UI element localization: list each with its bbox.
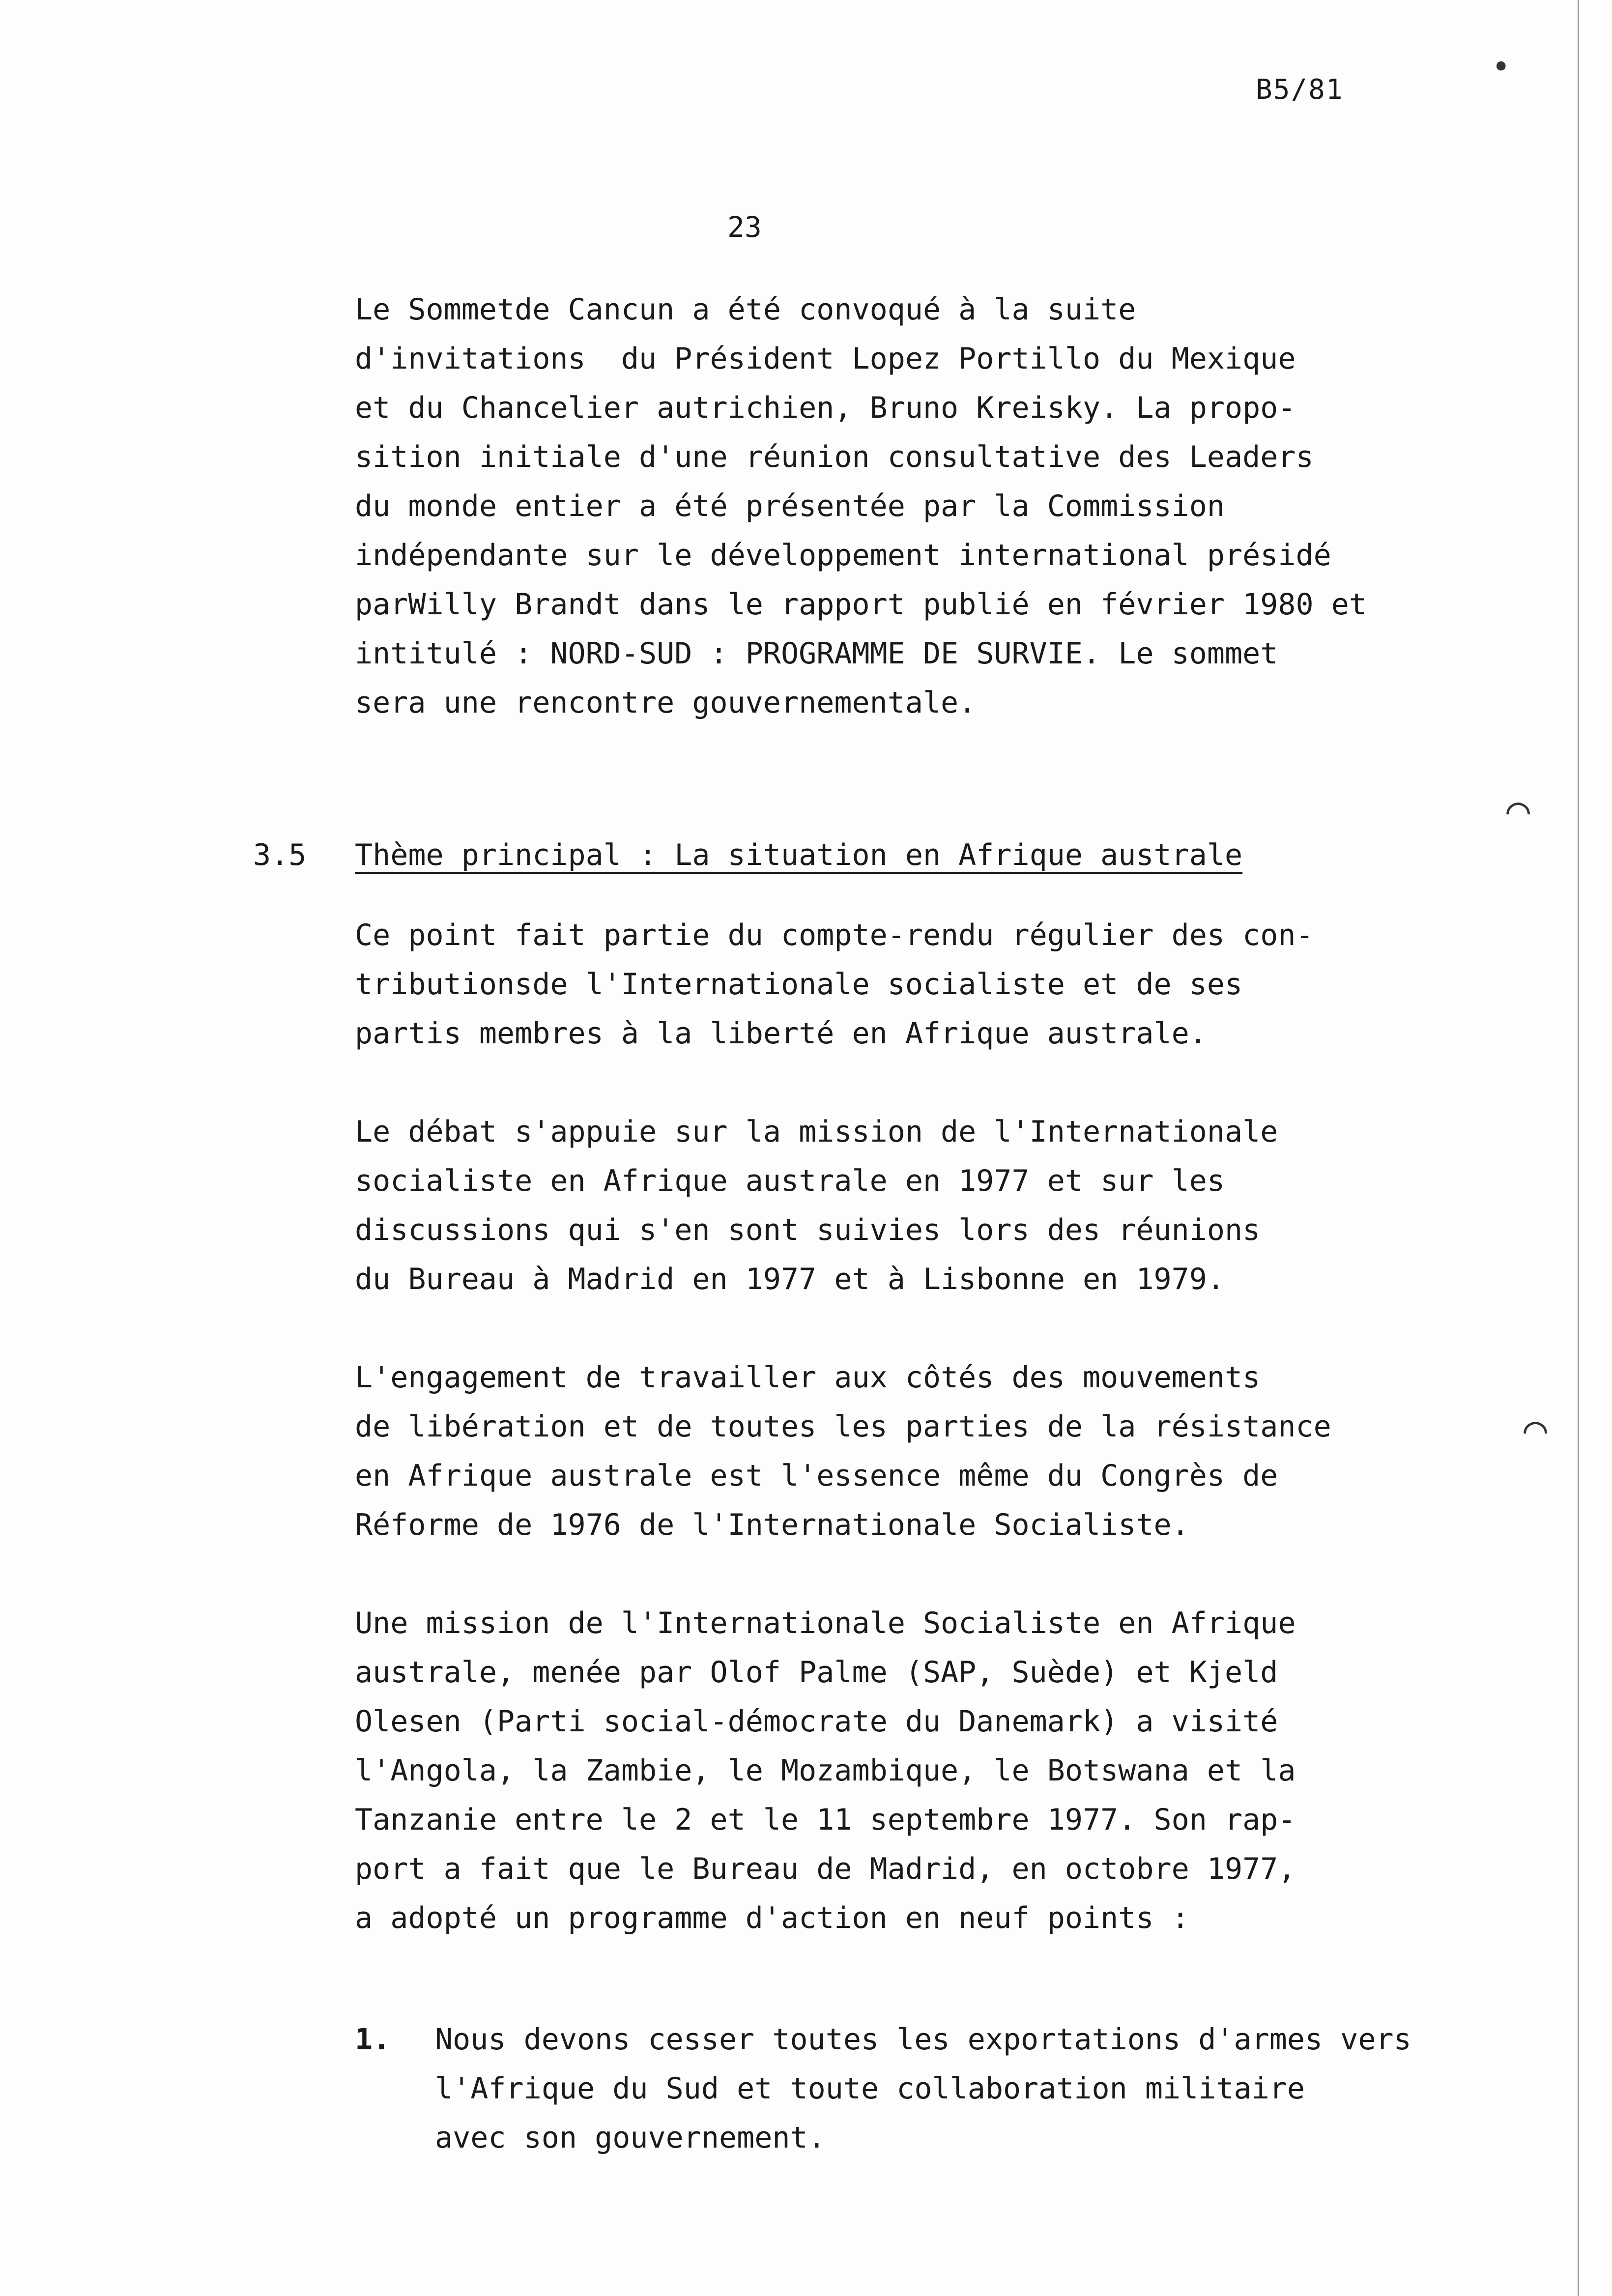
text-line: et du Chancelier autrichien, Bruno Kreisky. La propo- bbox=[355, 391, 1296, 425]
text-line: L'engagement de travailler aux côtés des mouvements bbox=[355, 1360, 1261, 1395]
text-line: de libération et de toutes les parties de la résistance bbox=[355, 1409, 1331, 1444]
binder-hole-mark: ⌒ bbox=[1524, 1406, 1548, 1451]
text-line: port a fait que le Bureau de Madrid, en octobre 1977, bbox=[355, 1852, 1296, 1886]
text-line: Le débat s'appuie sur la mission de l'Internationale bbox=[355, 1115, 1278, 1149]
binder-hole-mark: ⌒ bbox=[1506, 786, 1530, 832]
document-reference: B5/81 bbox=[1256, 74, 1344, 106]
text-line: discussions qui s'en sont suivies lors des réunions bbox=[355, 1213, 1261, 1247]
text-line: indépendante sur le développement international présidé bbox=[355, 538, 1331, 573]
intro-paragraph bbox=[355, 285, 1534, 727]
list-item-number: 1. bbox=[355, 2022, 391, 2057]
paragraph bbox=[355, 1107, 1534, 1304]
text-line: Ce point fait partie du compte-rendu régulier des con- bbox=[355, 918, 1314, 952]
text-line: intitulé : NORD-SUD : PROGRAMME DE SURVIE. Le sommet bbox=[355, 636, 1278, 671]
page-number: 23 bbox=[727, 210, 762, 244]
text-line: l'Angola, la Zambie, le Mozambique, le Botswana et la bbox=[355, 1753, 1296, 1788]
list-item bbox=[435, 2015, 1411, 2162]
text-line: d'invitations du Président Lopez Portillo du Mexique bbox=[355, 342, 1296, 376]
text-line: Olesen (Parti social-démocrate du Danemark) a visité bbox=[355, 1704, 1278, 1739]
text-line: du monde entier a été présentée par la Commission bbox=[355, 489, 1225, 523]
text-line: Réforme de 1976 de l'Internationale Socialiste. bbox=[355, 1508, 1189, 1542]
paragraph bbox=[355, 1599, 1534, 1943]
text-line: sera une rencontre gouvernementale. bbox=[355, 686, 977, 720]
text-line: en Afrique australe est l'essence même du Congrès de bbox=[355, 1459, 1278, 1493]
text-line: avec son gouvernement. bbox=[435, 2121, 826, 2155]
text-line: tributionsde l'Internationale socialiste et de ses bbox=[355, 967, 1243, 1002]
ink-mark: • bbox=[1492, 49, 1511, 86]
text-line: a adopté un programme d'action en neuf points : bbox=[355, 1901, 1189, 1935]
text-line: Une mission de l'Internationale Socialiste en Afrique bbox=[355, 1606, 1296, 1640]
text-line: Tanzanie entre le 2 et le 11 septembre 1977. Son rap- bbox=[355, 1803, 1296, 1837]
text-line: australe, menée par Olof Palme (SAP, Suède) et Kjeld bbox=[355, 1655, 1278, 1690]
paragraph bbox=[355, 911, 1534, 1058]
text-line: socialiste en Afrique australe en 1977 et sur les bbox=[355, 1164, 1225, 1198]
text-line: sition initiale d'une réunion consultative des Leaders bbox=[355, 440, 1314, 474]
text-line: partis membres à la liberté en Afrique australe. bbox=[355, 1016, 1207, 1051]
text-line: l'Afrique du Sud et toute collaboration militaire bbox=[435, 2071, 1305, 2106]
text-line: parWilly Brandt dans le rapport publié en février 1980 et bbox=[355, 587, 1367, 622]
paragraph bbox=[355, 1353, 1534, 1550]
text-line: Nous devons cesser toutes les exportations d'armes vers bbox=[435, 2022, 1411, 2057]
section-number: 3.5 bbox=[253, 838, 307, 872]
page-edge-line bbox=[1578, 0, 1579, 2296]
section-title: Thème principal : La situation en Afrique australe bbox=[355, 838, 1243, 872]
text-line: du Bureau à Madrid en 1977 et à Lisbonne en 1979. bbox=[355, 1262, 1225, 1296]
text-line: Le Sommetde Cancun a été convoqué à la suite bbox=[355, 292, 1136, 327]
